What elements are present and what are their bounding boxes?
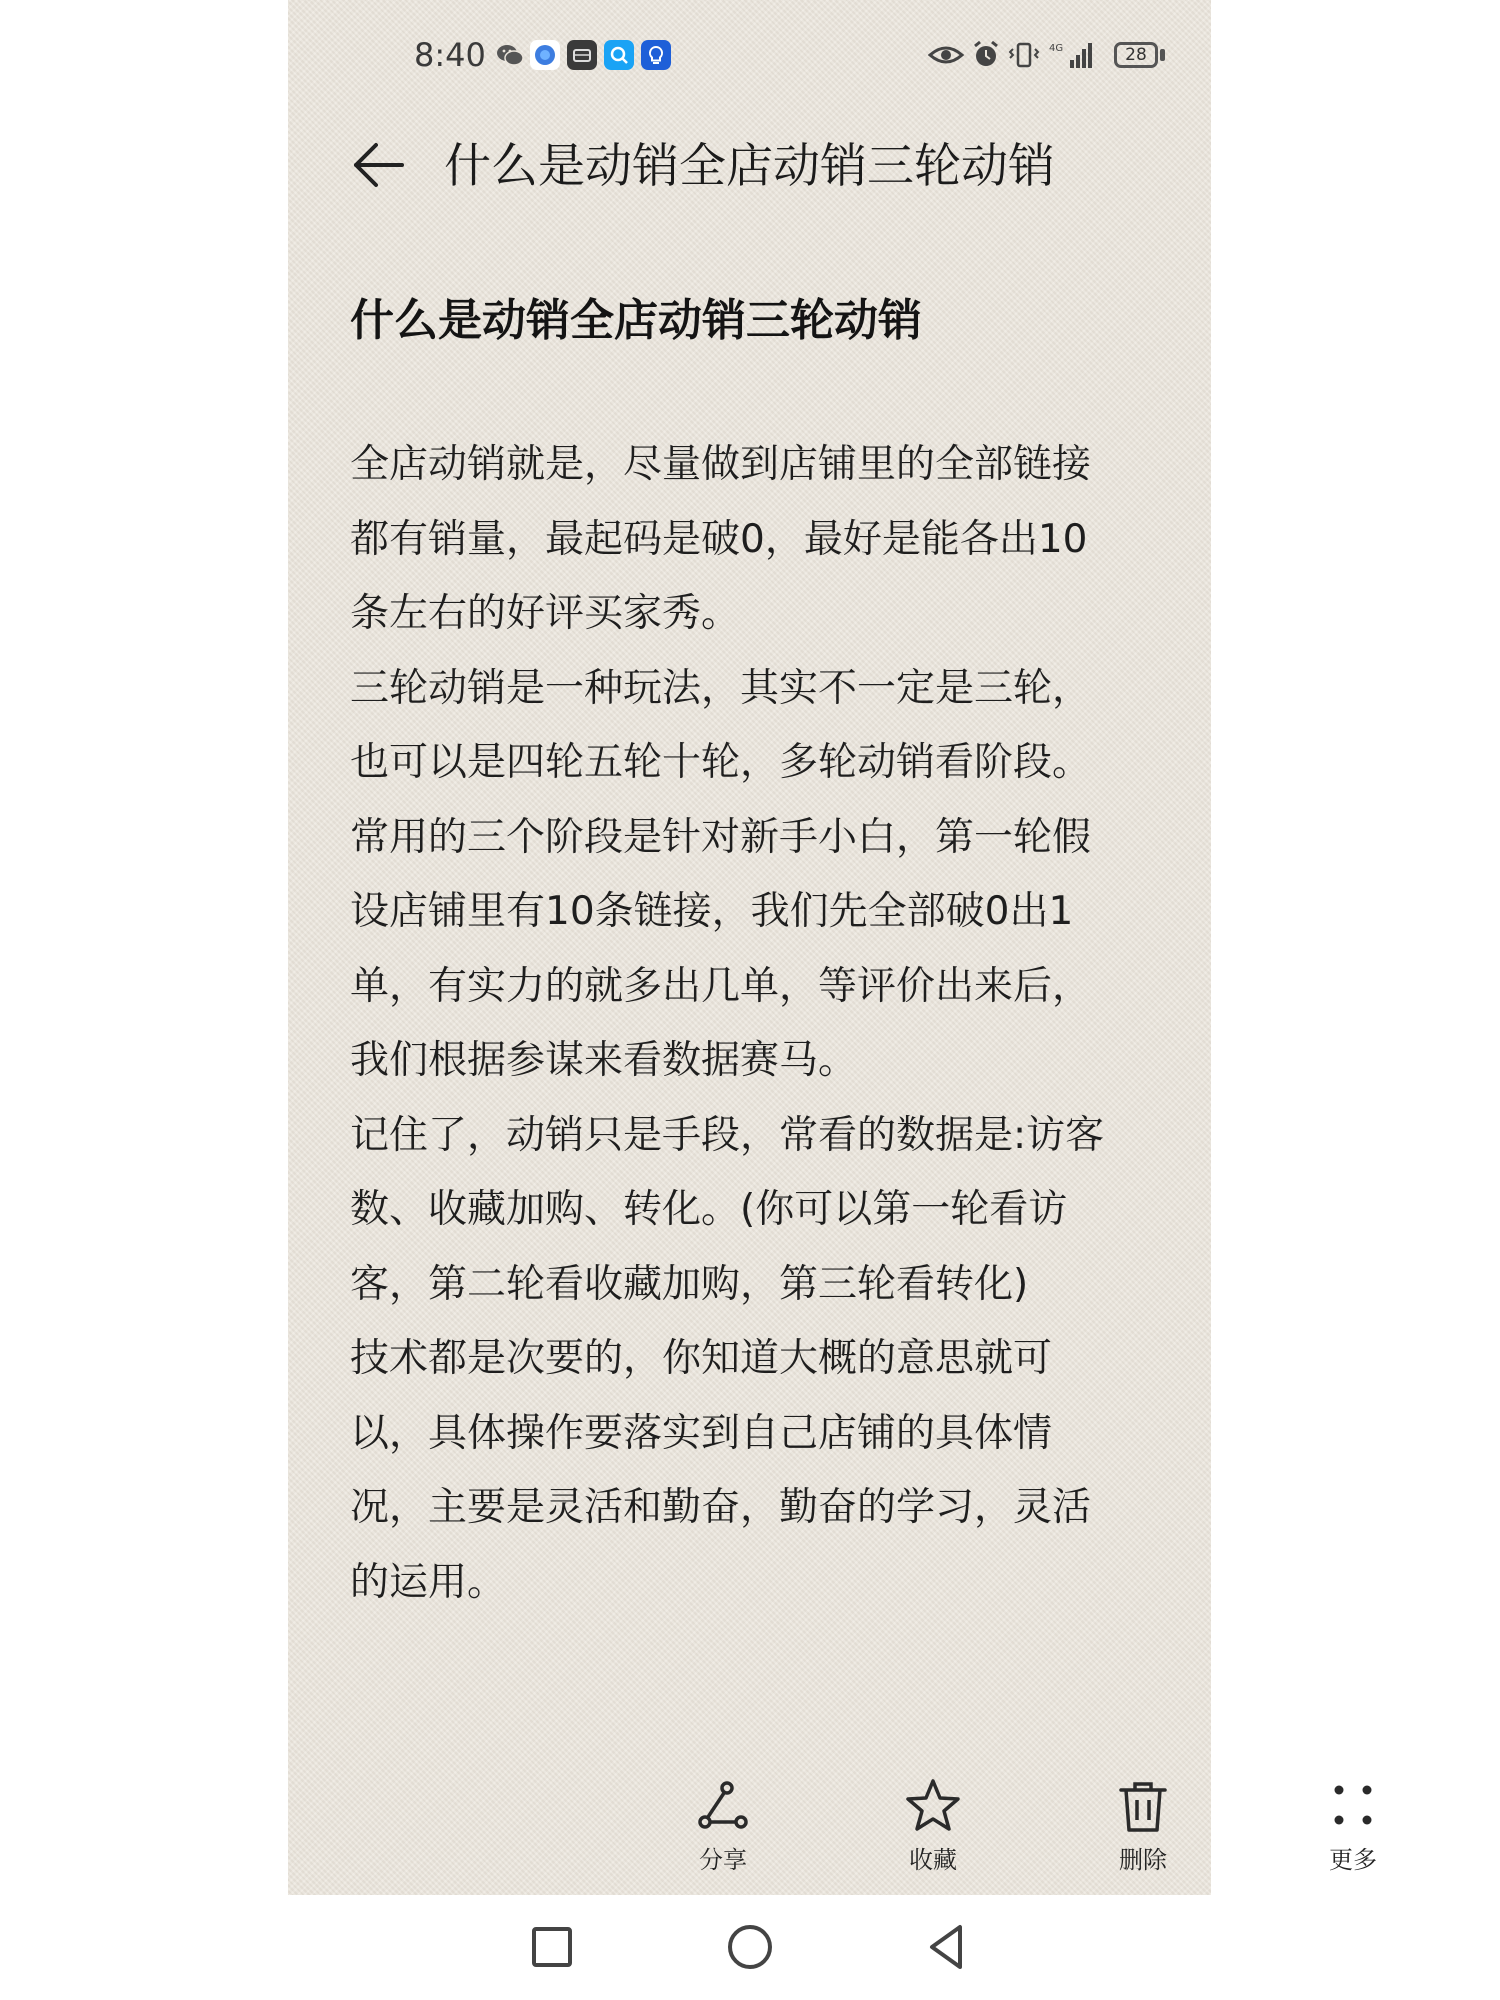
favorite-button[interactable] [868,1770,998,1880]
note-line: 单，有实力的就多出几单，等评价出来后， [350,963,1092,1009]
note-body[interactable] [350,428,1150,1620]
note-title[interactable]: 什么是动销全店动销三轮动销 [350,295,922,346]
wechat-icon [495,40,525,70]
share-icon [693,1776,753,1836]
note-line: 设店铺里有10条链接，我们先全部破0出1 [350,889,1074,934]
circle-icon [720,1917,780,1977]
note-line: 况，主要是灵活和勤奋，勤奋的学习，灵活 [350,1485,1092,1530]
note-line: 全店动销就是，尽量做到店铺里的全部链接 [350,442,1092,487]
arrow-left-icon [348,135,408,195]
lightbulb-icon [641,40,671,70]
note-line: 三轮动销是一种玩法，其实不一定是三轮， [350,665,1092,711]
bottom-toolbar [288,1770,1377,1880]
note-line: 数、收藏加购、转化。(你可以第一轮看访 [350,1187,1068,1232]
note-line: 我们根据参谋来看数据赛马。 [350,1038,858,1083]
note-line: 记住了，动销只是手段，常看的数据是:访客 [350,1112,1105,1158]
browser-app-icon [530,40,560,70]
note-line: 常用的三个阶段是针对新手小白，第一轮假 [350,814,1092,860]
more-label: 更多 [1329,1846,1377,1874]
delete-label: 删除 [1119,1846,1167,1874]
battery-tip [1160,49,1165,61]
note-line: 客，第二轮看收藏加购，第三轮看转化) [350,1261,1029,1307]
signal-strength-icon [1048,40,1098,70]
note-app-screen [288,0,1377,1895]
star-icon [903,1776,963,1836]
favorite-label: 收藏 [909,1846,957,1874]
home-button[interactable] [720,1917,780,1977]
more-button[interactable] [1288,1770,1418,1880]
note-line: 也可以是四轮五轮十轮，多轮动销看阶段。 [350,740,1092,785]
vibrate-icon [1007,40,1041,70]
toolbox-icon [567,40,597,70]
bulb-app-icon [641,40,671,70]
header-title: 什么是动销全店动销三轮动销 [444,139,1055,194]
delete-button[interactable] [1078,1770,1208,1880]
more-dots-icon [1323,1776,1383,1836]
note-line: 的运用。 [350,1559,507,1605]
share-label: 分享 [699,1846,747,1874]
recents-button[interactable] [522,1917,582,1977]
search-icon [604,40,634,70]
share-button[interactable] [658,1770,788,1880]
note-line: 技术都是次要的，你知道大概的意思就可 [350,1336,1053,1381]
globe-icon [530,40,560,70]
note-line: 以，具体操作要落实到自己店铺的具体情 [350,1410,1053,1456]
note-header [288,115,1211,215]
back-nav-button[interactable] [918,1917,978,1977]
eye-comfort-icon [928,40,964,70]
system-navigation-bar [0,1895,1500,2000]
battery-indicator: 28 [1114,42,1158,68]
triangle-back-icon [918,1917,978,1977]
dark-app-icon [567,40,597,70]
alarm-icon [971,40,1001,70]
status-bar [288,0,1211,110]
search-app-icon [604,40,634,70]
note-line: 都有销量，最起码是破0，最好是能各出10 [350,516,1088,562]
back-button[interactable] [348,135,408,195]
trash-icon [1113,1776,1173,1836]
square-icon [522,1917,582,1977]
note-line: 条左右的好评买家秀。 [350,591,741,636]
network-type-label: 4G [1049,43,1064,54]
status-time: 8:40 [414,36,486,74]
